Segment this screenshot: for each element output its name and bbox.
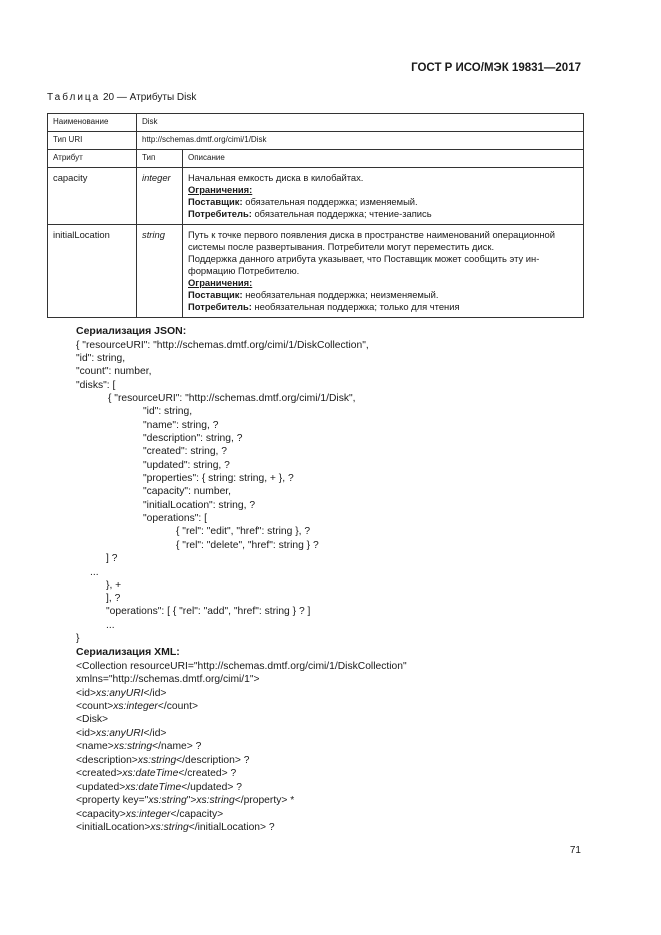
code-type: xs:string [137, 755, 177, 766]
code-type: xs:anyURI [96, 688, 144, 699]
column-header-type: Тип [137, 150, 183, 168]
description-text: системы после развертывания. Потребители могут переместить диск. [188, 241, 495, 252]
description-text: Поддержка данного атрибута указывает, что Поставщик может сообщить эту ин- [188, 253, 540, 264]
code-token: <name> [76, 741, 114, 752]
code-line: "id": string, [76, 353, 126, 364]
type-cell: integer [137, 168, 183, 225]
code-token: "> [186, 795, 197, 806]
code-type: xs:string [148, 795, 187, 806]
json-section-title: Сериализация JSON: [76, 325, 187, 337]
code-line: ... [106, 620, 115, 631]
code-line: "initialLocation": string, ? [143, 500, 256, 511]
code-token: </description> ? [176, 755, 250, 766]
code-token: </name> ? [152, 741, 202, 752]
code-line: ... [90, 567, 99, 578]
code-token: <property key=" [76, 795, 149, 806]
restrictions-heading: Ограничения: [188, 277, 253, 288]
code-line: "created": string, ? [143, 446, 228, 457]
code-type: xs:string [150, 822, 189, 833]
code-type: xs:integer [125, 809, 171, 820]
code-line [76, 767, 236, 780]
code-line: }, + [106, 580, 122, 591]
column-header-description: Описание [183, 150, 584, 168]
code-line: "operations": [ { "rel": "add", "href": string } ? ] [106, 606, 311, 617]
code-type: xs:string [113, 741, 153, 752]
code-token: <id> [76, 688, 97, 699]
code-token: <id> [76, 728, 97, 739]
code-line: "updated": string, ? [143, 460, 230, 471]
description-cell [183, 168, 584, 225]
xml-section-title: Сериализация XML: [76, 646, 180, 658]
code-line: "name": string, ? [143, 420, 219, 431]
consumer-label: Потребитель: [188, 301, 252, 312]
description-text: Путь к точке первого появления диска в пространстве наименований операционной [188, 229, 556, 240]
consumer-label: Потребитель: [188, 208, 252, 219]
code-type: xs:integer [113, 701, 158, 712]
code-line: { "rel": "edit", "href": string }, ? [176, 526, 311, 537]
code-line [76, 754, 249, 767]
code-token: </count> [157, 701, 198, 712]
code-line: ], ? [106, 593, 121, 604]
code-token: <created> [76, 768, 123, 779]
code-type: xs:dateTime [122, 768, 179, 779]
name-value: Disk [137, 114, 584, 132]
code-token: </created> ? [178, 768, 237, 779]
code-line: { "resourceURI": "http://schemas.dmtf.org/cimi/1/Disk", [108, 393, 356, 404]
code-token: <description> [76, 755, 138, 766]
code-token: </updated> ? [181, 782, 242, 793]
table-row [48, 132, 584, 150]
code-token: </id> [143, 688, 167, 699]
code-line: "disks": [ [76, 380, 116, 391]
consumer-line [188, 208, 578, 220]
restrictions-heading: Ограничения: [188, 184, 253, 195]
consumer-text: необязательная поддержка; только для чтения [251, 301, 460, 312]
caption-word: Таблица [47, 92, 101, 103]
code-token: <updated> [76, 782, 126, 793]
provider-text: обязательная поддержка; изменяемый. [242, 196, 418, 207]
code-line: xmlns="http://schemas.dmtf.org/cimi/1"> [76, 674, 260, 685]
code-token: <capacity> [76, 809, 126, 820]
attribute-cell: initialLocation [48, 225, 137, 318]
description-text: Начальная емкость диска в килобайтах. [188, 172, 364, 183]
code-line [76, 727, 166, 740]
table-header-row [48, 150, 584, 168]
provider-text: необязательная поддержка; неизменяемый. [242, 289, 439, 300]
code-line [76, 794, 294, 807]
caption-title: 20 — Атрибуты Disk [100, 92, 197, 103]
code-line: "description": string, ? [143, 433, 243, 444]
code-line: "id": string, [143, 406, 193, 417]
code-line: { "resourceURI": "http://schemas.dmtf.org/cimi/1/DiskCollection", [76, 340, 369, 351]
code-line [76, 700, 198, 713]
code-token: </capacity> [170, 809, 224, 820]
consumer-line [188, 301, 578, 313]
description-text: формацию Потребителю. [188, 265, 300, 276]
code-line: "count": number, [76, 366, 152, 377]
code-type: xs:dateTime [125, 782, 182, 793]
column-header-attribute: Атрибут [48, 150, 137, 168]
provider-label: Поставщик: [188, 196, 243, 207]
table-row [48, 168, 584, 225]
code-line: "properties": { string: string, + }, ? [143, 473, 294, 484]
code-line: } [76, 633, 80, 644]
code-line [76, 687, 166, 700]
code-line: ] ? [106, 553, 118, 564]
code-token: <count> [76, 701, 114, 712]
provider-label: Поставщик: [188, 289, 243, 300]
provider-line [188, 196, 578, 208]
code-line [76, 808, 223, 821]
table-row [48, 114, 584, 132]
code-line: <Disk> [76, 714, 109, 725]
table-row [48, 225, 584, 318]
code-token: </id> [143, 728, 167, 739]
attributes-table [47, 113, 584, 318]
name-label: Наименование [48, 114, 137, 132]
code-line: { "rel": "delete", "href": string } ? [176, 540, 319, 551]
description-cell [183, 225, 584, 318]
code-type: xs:anyURI [96, 728, 144, 739]
code-type: xs:string [196, 795, 235, 806]
uri-label: Тип URI [48, 132, 137, 150]
code-line [76, 821, 275, 834]
type-cell: string [137, 225, 183, 318]
code-line: <Collection resourceURI="http://schemas.dmtf.org/cimi/1/DiskCollection" [76, 661, 407, 672]
attribute-cell: capacity [48, 168, 137, 225]
code-line [76, 740, 201, 753]
consumer-text: обязательная поддержка; чтение-запись [251, 208, 432, 219]
document-header: ГОСТ Р ИСО/МЭК 19831—2017 [411, 62, 581, 74]
code-line [76, 781, 242, 794]
code-token: </property> * [234, 795, 295, 806]
code-line: "capacity": number, [143, 486, 232, 497]
code-token: <initialLocation> [76, 822, 151, 833]
code-token: </initialLocation> ? [188, 822, 275, 833]
page-number: 71 [569, 845, 581, 856]
code-line: "operations": [ [143, 513, 207, 524]
table-caption [47, 92, 196, 103]
uri-value: http://schemas.dmtf.org/cimi/1/Disk [137, 132, 584, 150]
provider-line [188, 289, 578, 301]
